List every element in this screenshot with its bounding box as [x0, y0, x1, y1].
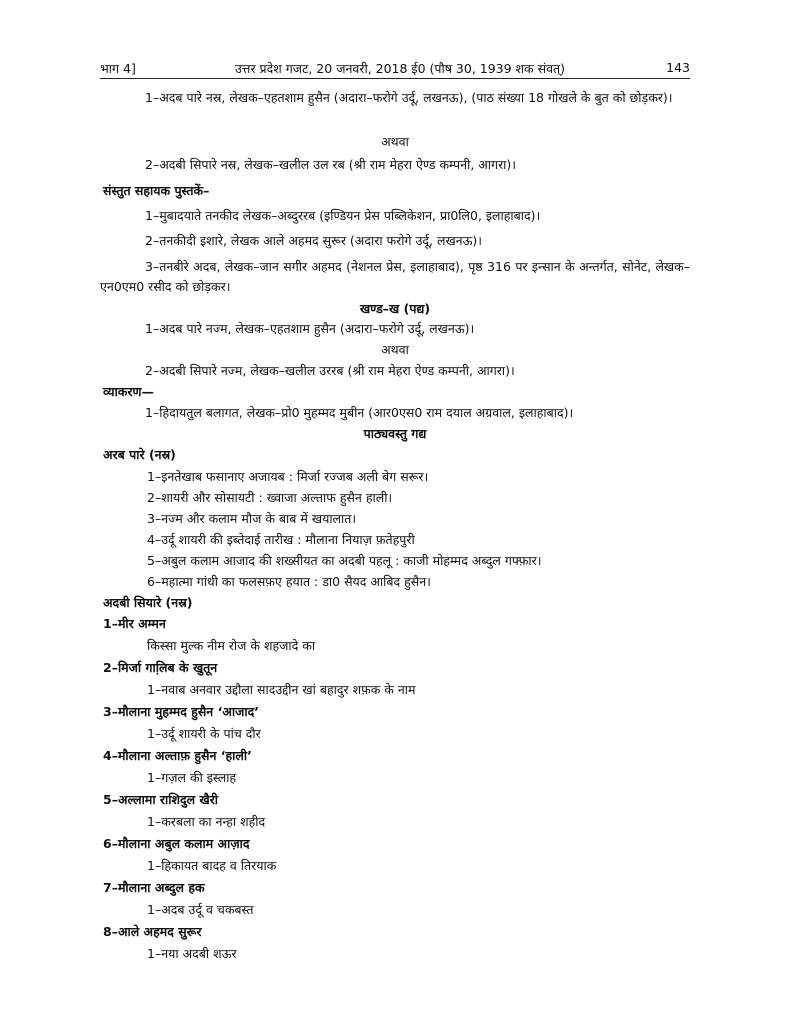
arab-pare-heading: अरब पारे (नस्र)	[103, 447, 176, 462]
header-rule	[100, 78, 690, 79]
page-number: 143	[666, 60, 690, 75]
author-6-heading: 6–मौलाना अबुल कलाम आज़ाद	[103, 836, 250, 851]
arab-item-3: 3–नज्म और कलाम मौज के बाब में खयालात।	[147, 511, 357, 526]
gazette-title: उत्तर प्रदेश गजट, 20 जनवरी, 2018 ई0 (पौष 30, 1939 शक संवत्)	[234, 61, 566, 76]
page-header	[100, 60, 690, 78]
arab-item-4: 4–उर्दू शायरी की इब्तेदाई तारीख : मौलाना नियाज़ फ़तेहपुरी	[147, 532, 415, 547]
author-6-text: 1–हिकायत बादह व तिरयाक	[147, 858, 277, 873]
author-5-heading: 5–अल्लामा राशिदुल खैरी	[103, 792, 219, 807]
arab-item-5: 5–अबुल कलाम आजाद की शख्सीयत का अदबी पहलू : काजी मोहम्मद अब्दुल गफ्फ़ार।	[147, 553, 542, 568]
sahayak-1: 1–मुबादयाते तनकीद लेखक–अब्दुररब (इण्डियन प्रेस पब्लिकेशन, प्रा0लि0, इलाहाबाद)।	[145, 208, 541, 223]
arab-item-2: 2–शायरी और सोसायटी : ख्वाजा अल्ताफ हुसैन हाली।	[147, 490, 393, 505]
padya-book-1: 1–अदब पारे नज्म, लेखक–एहतशाम हुसैन (अदारा–फरोगे उर्दू, लखनऊ)।	[145, 321, 475, 336]
gadya-book-2: 2–अदबी सिपारे नस्र, लेखक–खलील उल रब (श्री राम मेहरा ऐण्ड कम्पनी, आगरा)।	[145, 157, 517, 172]
author-3-heading: 3–मौलाना मुहम्मद हुसैन ‘आजाद’	[103, 704, 260, 719]
sahayak-heading: संस्तुत सहायक पुस्तकें–	[103, 183, 210, 198]
sahayak-3: 3–तनबीरे अदब, लेखक–जान सगीर अहमद (नेशनल प्रेस, इलाहाबाद), पृष्ठ 316 पर इन्सान के अन्तर्गत, सोनेट, लेखक–एन0एम0 रसीद को छोड़कर।	[100, 259, 690, 294]
author-4-heading: 4–मौलाना अल्ताफ़ हुसैन ‘हाली’	[103, 748, 252, 763]
part-label: भाग 4]	[100, 61, 136, 76]
author-8-heading: 8–आले अहमद सुरूर	[103, 924, 202, 939]
author-7-text: 1–अदब उर्दू व चकबस्त	[147, 902, 254, 917]
author-1-heading: 1–मीर अम्मन	[103, 616, 166, 631]
author-7-heading: 7–मौलाना अब्दुल हक	[103, 880, 205, 895]
vyakaran-heading: व्याकरण—	[103, 384, 155, 399]
author-8-text: 1–नया अदबी शऊर	[147, 946, 237, 961]
arab-item-1: 1–इनतेखाब फसानाए अजायब : मिर्जा रज्जब अली बेग सरूर।	[147, 469, 429, 484]
vyakaran-1: 1–हिदायतुल बलागत, लेखक–प्रो0 मुहम्मद मुबीन (आर0एस0 राम दयाल अग्रवाल, इलाहाबाद)।	[145, 405, 574, 420]
adbi-siyare-heading: अदबी सियारे (नस्र)	[103, 595, 193, 610]
khand-kha-heading: खण्ड–ख (पद्य)	[359, 301, 431, 316]
author-4-text: 1–गज़ल की इस्लाह	[147, 770, 237, 785]
author-3-text: 1–उर्दू शायरी के पांच दौर	[147, 726, 261, 741]
arab-item-6: 6–महात्मा गांधी का फलसफ़ए हयात : डा0 सैयद आबिद हुसैन।	[147, 574, 431, 589]
athva-2: अथवा	[381, 342, 409, 357]
athva-1: अथवा	[381, 134, 409, 149]
author-2-text: 1–नवाब अनवार उद्दौला सादउद्दीन खां बहादुर शफ़क के नाम	[147, 682, 416, 697]
pathyavastu-heading: पाठ्यवस्तु गद्य	[363, 426, 427, 441]
author-5-text: 1–करबला का नन्हा शहीद	[147, 814, 266, 829]
padya-book-2: 2–अदबी सिपारे नज्म, लेखक–खलील उररब (श्री राम मेहरा ऐण्ड कम्पनी, आगरा)।	[145, 363, 515, 378]
gadya-book-1: 1–अदब पारे नस्र, लेखक–एहतशाम हुसैन (अदारा–फरोगे उर्दू, लखनऊ), (पाठ संख्या 18 गोखले के बुत को छोड़कर)।	[145, 90, 673, 105]
author-2-heading: 2–मिर्जा गालि़ब के खुतून	[103, 660, 218, 675]
author-1-text: किस्सा मुल्क नीम रोज के शहजादे का	[147, 638, 316, 653]
sahayak-2: 2–तनकीदी इशारे, लेखक आले अहमद सुरूर (अदारा फरोगे उर्दू, लखनऊ)।	[145, 233, 483, 248]
